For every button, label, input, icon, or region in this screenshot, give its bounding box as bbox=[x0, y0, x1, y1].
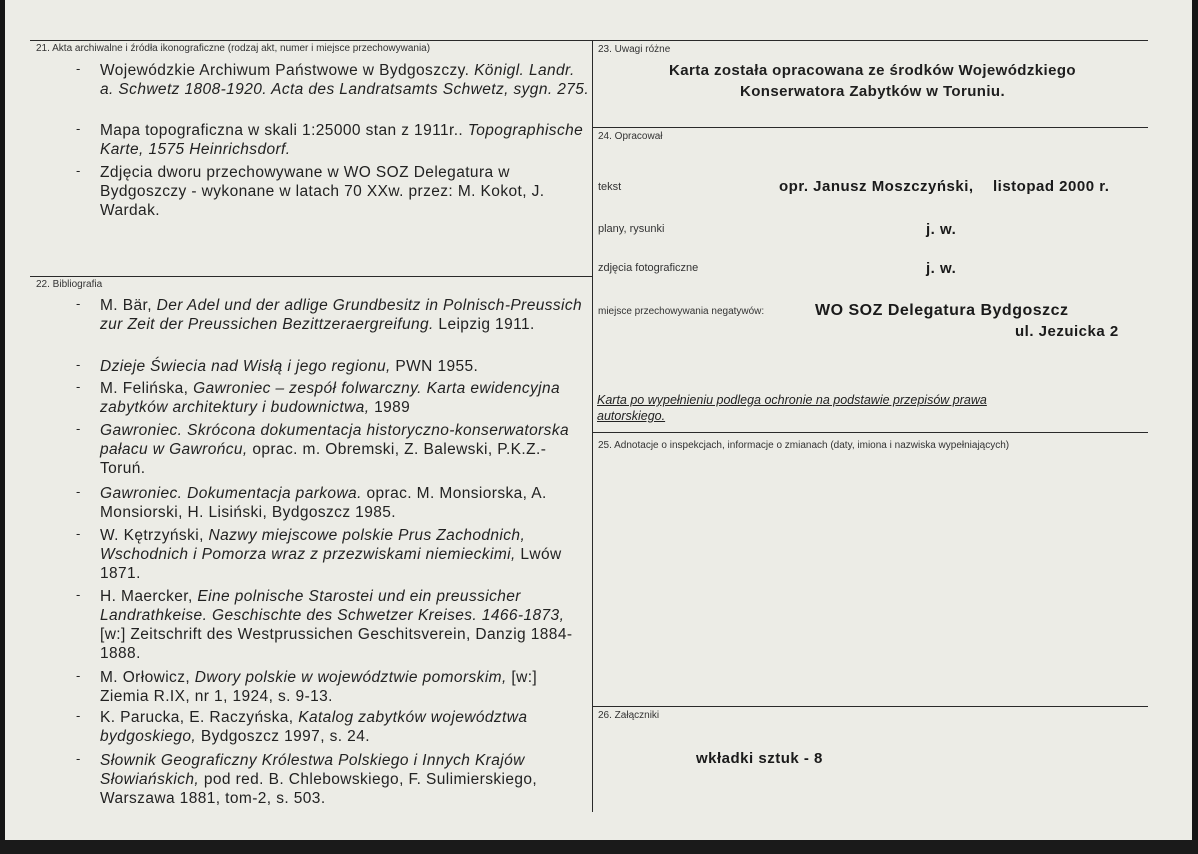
section-21-heading: 21. Akta archiwalne i źródła ikonograficzne (rodzaj akt, numer i miejsce przechowywania) bbox=[36, 43, 431, 54]
list-item: - Gawroniec. Dokumentacja parkowa. oprac. M. Monsiorska, A. Monsiorski, H. Lisiński, Bydgoszcz 1985. bbox=[76, 484, 547, 521]
list-item: - Wojewódzkie Archiwum Państwowe w Bydgoszczy. Königl. Landr. a. Schwetz 1808-1920. Acta des Landratsamts Schwetz, sygn. 275. bbox=[76, 61, 590, 98]
list-item: - M. Felińska, Gawroniec – zespół folwarczny. Karta ewidencyjna zabytków architektury i budownictwa, 1989 bbox=[76, 379, 561, 416]
uwagi-text bbox=[600, 60, 1145, 102]
section-22-heading: 22. Bibliografia bbox=[36, 279, 103, 290]
zdjecia-value: j. w. bbox=[926, 260, 957, 277]
section-24-heading: 24. Opracował bbox=[598, 131, 663, 142]
uwagi-line-2: Konserwatora Zabytków w Toruniu. bbox=[739, 83, 1006, 100]
zdjecia-label: zdjęcia fotograficzne bbox=[598, 262, 699, 274]
list-item: - W. Kętrzyński, Nazwy miejscowe polskie Prus Zachodnich, Wschodnich i Pomorza wraz z przezwiskami niemieckimi, Lwów 1871. bbox=[76, 526, 562, 582]
miejsce-label: miejsce przechowywania negatywów: bbox=[598, 306, 765, 317]
list-item: - Gawroniec. Skrócona dokumentacja historyczno-konserwatorska pałacu w Gawrońcu, oprac. m. Obremski, Z. Balewski, P.K.Z.-Toruń. bbox=[76, 421, 569, 477]
legal-text: Karta po wypełnieniu podlega ochronie na podstawie przepisów prawa bbox=[597, 393, 987, 407]
section-26-heading: 26. Załączniki bbox=[598, 710, 660, 721]
tekst-value: opr. Janusz Moszczyński, bbox=[779, 178, 974, 195]
rule-23-24 bbox=[592, 127, 1148, 128]
uwagi-line-1: Karta została opracowana ze środków Wojewódzkiego bbox=[669, 62, 1076, 79]
plany-label: plany, rysunki bbox=[598, 223, 665, 235]
section-25-heading: 25. Adnotacje o inspekcjach, informacje o zmianach (daty, imiona i nazwiska wypełniających) bbox=[598, 440, 1010, 451]
list-item: - M. Orłowicz, Dwory polskie w województwie pomorskim, [w:] Ziemia R.IX, nr 1, 1924, s. 9-13. bbox=[76, 668, 538, 705]
legal-tail: autorskiego. bbox=[597, 409, 666, 423]
list-item: - Mapa topograficzna w skali 1:25000 stan z 1911r.. Topographische Karte, 1575 Heinrichsdorf. bbox=[76, 121, 584, 158]
list-item: - M. Bär, Der Adel und der adlige Grundbesitz in Polnisch-Preussich zur Zeit der Preussichen Bezittzeraergreifung. Leipzig 1911. bbox=[76, 296, 583, 333]
list-item: - K. Parucka, E. Raczyńska, Katalog zabytków województwa bydgoskiego, Bydgoszcz 1997, s. 24. bbox=[76, 708, 528, 745]
miejsce-value-2: ul. Jezuicka 2 bbox=[1015, 323, 1119, 340]
column-divider bbox=[592, 40, 593, 812]
section-23-heading: 23. Uwagi różne bbox=[598, 44, 671, 55]
rule-25-26 bbox=[592, 706, 1148, 707]
scan-edge-bottom bbox=[0, 840, 1198, 854]
list-item: - Słownik Geograficzny Królestwa Polskiego i Innych Krajów Słowiańskich, pod red. B. Chlebowskiego, F. Sulimierskiego, Warszawa 1881, tom-2, s. 503. bbox=[76, 751, 538, 807]
scan-edge-right bbox=[1192, 0, 1198, 854]
tekst-date: listopad 2000 r. bbox=[993, 178, 1110, 195]
scan-edge-left bbox=[0, 0, 5, 854]
plany-value: j. w. bbox=[926, 221, 957, 238]
list-item: - Dzieje Świecia nad Wisłą i jego regionu, PWN 1955. bbox=[76, 357, 479, 375]
rule-21-22 bbox=[30, 276, 592, 277]
rule-24-25 bbox=[592, 432, 1148, 433]
tekst-label: tekst bbox=[598, 181, 622, 193]
top-rule bbox=[30, 40, 1148, 41]
zalaczniki-value: wkładki sztuk - 8 bbox=[696, 750, 823, 767]
list-item: - H. Maercker, Eine polnische Starostei und ein preussicher Landrathkeise. Geschischte des Schwetzer Kreises. 1466-1873, [w:] Zeitschrift des Westprussichen Geschitsverein, Danzig 1884-1888. bbox=[76, 587, 573, 662]
miejsce-value-1: WO SOZ Delegatura Bydgoszcz bbox=[815, 302, 1069, 319]
list-item: - Zdjęcia dworu przechowywane w WO SOZ Delegatura w Bydgoszczy - wykonane w latach 70 XXw. przez: M. Kokot, J. Wardak. bbox=[76, 163, 545, 219]
legal-notice bbox=[597, 392, 1077, 424]
